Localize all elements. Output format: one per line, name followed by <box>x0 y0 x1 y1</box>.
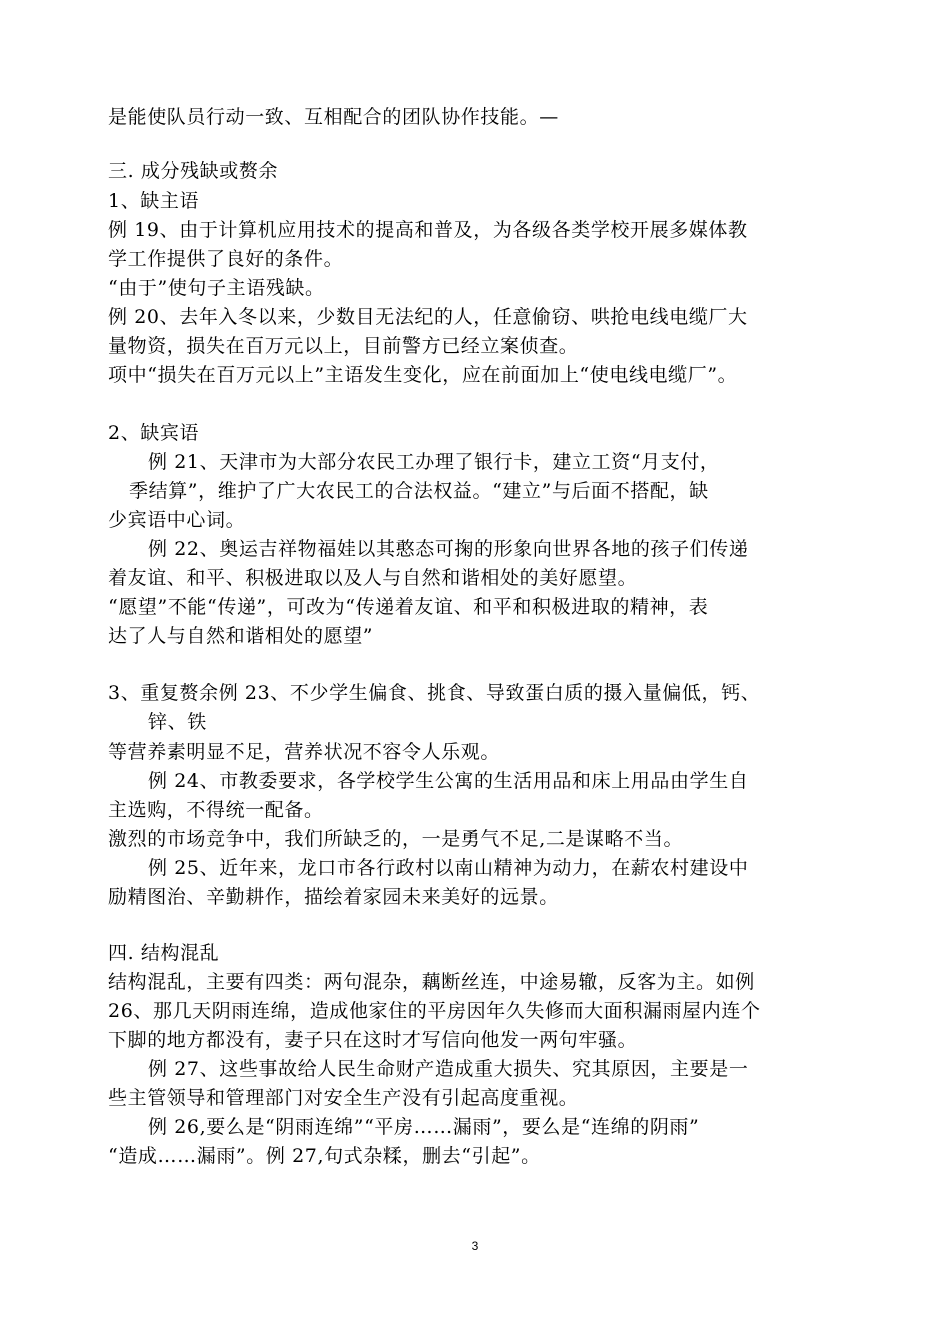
text-line: 例 24、市教委要求，各学校学生公寓的生活用品和床上用品由学生自 <box>148 770 749 792</box>
subsection-heading: 1、缺主语 <box>108 190 200 212</box>
text-line: 达了人与自然和谐相处的愿望” <box>108 625 374 647</box>
text-line: 是能使队员行动一致、互相配合的团队协作技能。— <box>108 106 559 128</box>
text-line: 激烈的市场竞争中，我们所缺乏的，一是勇气不足,二是谋略不当。 <box>108 828 684 850</box>
section-heading: 三. 成分残缺或赘余 <box>108 160 279 182</box>
text-line: 量物资，损失在百万元以上，目前警方已经立案侦查。 <box>108 335 579 357</box>
text-line: 主选购，不得统一配备。 <box>108 799 324 821</box>
text-line: 例 21、天津市为大部分农民工办理了银行卡，建立工资“月支付， <box>148 451 720 473</box>
text-line: 例 25、近年来，龙口市各行政村以南山精神为动力，在薪农村建设中 <box>148 857 749 879</box>
text-line: 例 19、由于计算机应用技术的提高和普及，为各级各类学校开展多媒体教 <box>108 219 748 241</box>
text-line: 项中“损失在百万元以上”主语发生变化，应在前面加上“使电线电缆厂”。 <box>108 364 738 386</box>
text-line: 着友谊、和平、积极进取以及人与自然和谐相处的美好愿望。 <box>108 567 638 589</box>
text-line: 结构混乱，主要有四类：两句混杂，藕断丝连，中途易辙，反客为主。如例 <box>108 971 755 993</box>
page-number: 3 <box>471 1239 479 1253</box>
text-line: 例 20、去年入冬以来，少数目无法纪的人，任意偷窃、哄抢电线电缆厂大 <box>108 306 748 328</box>
text-line: 锌、铁 <box>148 711 207 733</box>
text-line: 例 26,要么是“阴雨连绵”“平房……漏雨”，要么是“连绵的阴雨” <box>148 1116 700 1138</box>
subsection-heading: 3、重复赘余例 23、不少学生偏食、挑食、导致蛋白质的摄入量偏低，钙、 <box>108 682 761 704</box>
text-line: 等营养素明显不足，营养状况不容令人乐观。 <box>108 741 501 763</box>
text-line: “愿望”不能“传递”，可改为“传递着友谊、和平和积极进取的精神，表 <box>108 596 709 618</box>
text-line: 励精图治、辛勤耕作，描绘着家园未来美好的远景。 <box>108 886 559 908</box>
text-line: 少宾语中心词。 <box>108 509 246 531</box>
text-line: 季结算”，维护了广大农民工的合法权益。“建立”与后面不搭配，缺 <box>129 480 709 502</box>
text-line: 例 27、这些事故给人民生命财产造成重大损失、究其原因，主要是一 <box>148 1058 749 1080</box>
section-heading: 四. 结构混乱 <box>108 942 220 964</box>
text-line: 些主管领导和管理部门对安全生产没有引起高度重视。 <box>108 1087 579 1109</box>
subsection-heading: 2、缺宾语 <box>108 422 200 444</box>
text-line: 下脚的地方都没有，妻子只在这时才写信向他发一两句牢骚。 <box>108 1029 638 1051</box>
text-line: “造成……漏雨”。例 27,句式杂糅，删去“引起”。 <box>108 1145 541 1167</box>
text-line: 例 22、奥运吉祥物福娃以其憨态可掬的形象向世界各地的孩子们传递 <box>148 538 749 560</box>
text-line: “由于”使句子主语残缺。 <box>108 277 325 299</box>
text-line: 学工作提供了良好的条件。 <box>108 248 344 270</box>
text-line: 26、那几天阴雨连绵，造成他家住的平房因年久失修而大面积漏雨屋内连个 <box>108 1000 761 1022</box>
